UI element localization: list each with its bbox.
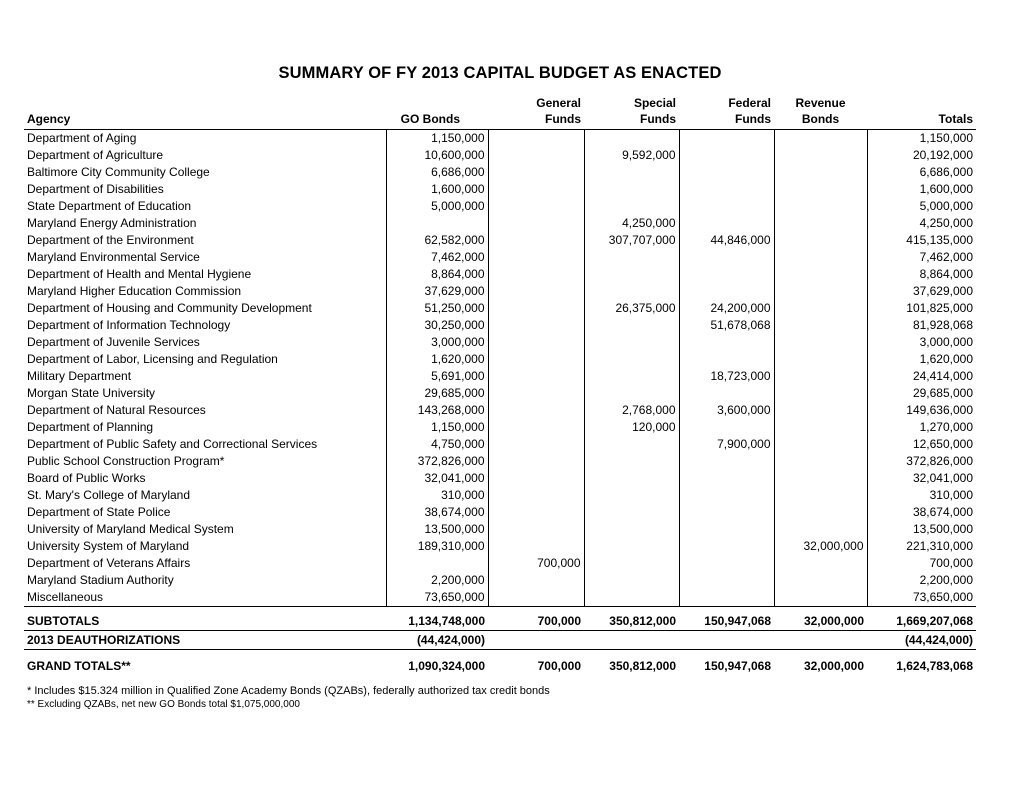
cell-total: 149,636,000 <box>867 402 976 419</box>
cell-general <box>488 334 584 351</box>
cell-general <box>488 351 584 368</box>
footnote-net-go-bonds: ** Excluding QZABs, net new GO Bonds total $1,075,000,000 <box>27 699 300 710</box>
agency-rows <box>24 130 976 607</box>
agency-name: Department of Labor, Licensing and Regulation <box>27 352 278 366</box>
table-row <box>24 385 976 402</box>
cell-general <box>488 504 584 521</box>
grand-totals-general: 700,000 <box>537 659 581 673</box>
cell-total: 700,000 <box>867 555 976 572</box>
cell-total: 372,826,000 <box>867 453 976 470</box>
cell-go: 73,650,000 <box>386 589 488 607</box>
cell-revenue <box>774 453 867 470</box>
table-row <box>24 266 976 283</box>
grand-totals-revenue: 32,000,000 <box>803 659 864 673</box>
cell-federal <box>679 589 774 607</box>
cell-special <box>584 589 679 607</box>
cell-go: 37,629,000 <box>386 283 488 300</box>
cell-revenue <box>774 504 867 521</box>
cell-total: 13,500,000 <box>867 521 976 538</box>
cell-special <box>584 130 679 148</box>
cell-go <box>386 215 488 232</box>
agency-name: Department of Public Safety and Correctional Services <box>27 437 318 451</box>
cell-go <box>386 555 488 572</box>
deauthorizations-federal <box>679 631 774 650</box>
cell-federal <box>679 470 774 487</box>
cell-general <box>488 572 584 589</box>
cell-special: 26,375,000 <box>584 300 679 317</box>
cell-federal <box>679 334 774 351</box>
cell-revenue <box>774 470 867 487</box>
agency-name: Department of Natural Resources <box>27 403 206 417</box>
deauthorizations-row <box>24 631 976 650</box>
subtotals-label: SUBTOTALS <box>24 612 386 631</box>
grand-totals-go: 1,090,324,000 <box>408 659 485 673</box>
deauthorizations-general <box>488 631 584 650</box>
table-row <box>24 130 976 148</box>
cell-revenue <box>774 402 867 419</box>
cell-federal <box>679 283 774 300</box>
header-revenue-bonds: Revenue Bonds <box>795 96 846 126</box>
cell-total: 8,864,000 <box>867 266 976 283</box>
cell-revenue <box>774 555 867 572</box>
agency-name: Public School Construction Program* <box>27 454 225 468</box>
agency-name: Department of Aging <box>24 130 386 148</box>
cell-total: 20,192,000 <box>867 147 976 164</box>
cell-total: 1,270,000 <box>867 419 976 436</box>
table-header <box>24 95 976 130</box>
cell-revenue <box>774 198 867 215</box>
table-row <box>24 300 976 317</box>
cell-revenue <box>774 147 867 164</box>
cell-go: 1,600,000 <box>386 181 488 198</box>
cell-federal <box>679 487 774 504</box>
agency-name: Department of Juvenile Services <box>27 335 200 349</box>
cell-general <box>488 453 584 470</box>
table-row <box>24 521 976 538</box>
cell-special: 4,250,000 <box>584 215 679 232</box>
table-row <box>24 351 976 368</box>
table-row <box>24 232 976 249</box>
table-row <box>24 419 976 436</box>
cell-special <box>584 555 679 572</box>
cell-general <box>488 266 584 283</box>
subtotals-federal: 150,947,068 <box>679 612 774 631</box>
agency-name: Department of Agriculture <box>27 148 164 162</box>
cell-general <box>488 130 584 148</box>
table-row <box>24 504 976 521</box>
cell-general <box>488 317 584 334</box>
cell-go: 2,200,000 <box>386 572 488 589</box>
cell-revenue <box>774 419 867 436</box>
capital-budget-table <box>24 95 976 675</box>
cell-revenue <box>774 249 867 266</box>
cell-revenue <box>774 368 867 385</box>
grand-totals-row <box>24 655 976 675</box>
agency-name: Maryland Stadium Authority <box>27 573 174 587</box>
cell-federal <box>679 453 774 470</box>
agency-name: Maryland Higher Education Commission <box>27 284 242 298</box>
cell-revenue <box>774 130 867 148</box>
cell-federal <box>679 164 774 181</box>
agency-name: Military Department <box>27 369 132 383</box>
cell-federal <box>679 130 774 148</box>
cell-total: 2,200,000 <box>867 572 976 589</box>
totals-section <box>24 607 976 676</box>
cell-go: 30,250,000 <box>386 317 488 334</box>
cell-general <box>488 249 584 266</box>
cell-go: 310,000 <box>386 487 488 504</box>
deauthorizations-label: 2013 DEAUTHORIZATIONS <box>24 631 386 650</box>
cell-go: 29,685,000 <box>386 385 488 402</box>
cell-total: 73,650,000 <box>867 589 976 607</box>
deauthorizations-special <box>584 631 679 650</box>
deauthorizations-revenue <box>774 631 867 650</box>
cell-special <box>584 351 679 368</box>
cell-revenue <box>774 334 867 351</box>
table-row <box>24 436 976 453</box>
table-row <box>24 215 976 232</box>
header-go-bonds: GO Bonds <box>400 112 460 126</box>
cell-special <box>584 572 679 589</box>
cell-general <box>488 368 584 385</box>
cell-special: 2,768,000 <box>584 402 679 419</box>
cell-federal: 51,678,068 <box>679 317 774 334</box>
cell-revenue <box>774 164 867 181</box>
agency-name: Baltimore City Community College <box>27 165 210 179</box>
subtotals-revenue: 32,000,000 <box>774 612 867 631</box>
cell-total: 1,600,000 <box>867 181 976 198</box>
cell-federal <box>679 181 774 198</box>
cell-special <box>584 487 679 504</box>
agency-name: Department of Planning <box>27 420 154 434</box>
cell-general <box>488 283 584 300</box>
agency-name: Department of Information Technology <box>27 318 231 332</box>
cell-general <box>488 198 584 215</box>
cell-special <box>584 334 679 351</box>
header-agency: Agency <box>27 112 71 126</box>
cell-special <box>584 249 679 266</box>
cell-revenue <box>774 266 867 283</box>
cell-total: 415,135,000 <box>867 232 976 249</box>
cell-federal <box>679 351 774 368</box>
table-row <box>24 164 976 181</box>
cell-general <box>488 300 584 317</box>
table-row <box>24 147 976 164</box>
cell-general: 700,000 <box>488 555 584 572</box>
cell-general <box>488 215 584 232</box>
cell-special <box>584 436 679 453</box>
cell-revenue <box>774 317 867 334</box>
cell-special <box>584 453 679 470</box>
cell-total: 3,000,000 <box>867 334 976 351</box>
cell-go: 10,600,000 <box>386 147 488 164</box>
cell-general <box>488 589 584 607</box>
cell-federal <box>679 215 774 232</box>
subtotals-go: 1,134,748,000 <box>386 612 488 631</box>
cell-general <box>488 436 584 453</box>
agency-name: Department of Housing and Community Development <box>27 301 312 315</box>
grand-totals-label: GRAND TOTALS** <box>27 659 131 673</box>
footnotes <box>27 684 550 712</box>
cell-total: 38,674,000 <box>867 504 976 521</box>
cell-revenue <box>774 436 867 453</box>
subtotals-total: 1,669,207,068 <box>867 612 976 631</box>
agency-name: Miscellaneous <box>24 589 386 607</box>
cell-revenue <box>774 487 867 504</box>
cell-special <box>584 266 679 283</box>
cell-special <box>584 164 679 181</box>
table-row <box>24 470 976 487</box>
cell-go: 6,686,000 <box>386 164 488 181</box>
cell-general <box>488 181 584 198</box>
agency-name: Board of Public Works <box>27 471 146 485</box>
cell-revenue <box>774 521 867 538</box>
table-row <box>24 572 976 589</box>
cell-federal <box>679 419 774 436</box>
cell-total: 310,000 <box>867 487 976 504</box>
cell-general <box>488 521 584 538</box>
cell-go: 38,674,000 <box>386 504 488 521</box>
cell-go: 143,268,000 <box>386 402 488 419</box>
agency-name: Maryland Energy Administration <box>27 216 197 230</box>
cell-special <box>584 368 679 385</box>
cell-special <box>584 385 679 402</box>
cell-go: 32,041,000 <box>386 470 488 487</box>
cell-special <box>584 538 679 555</box>
cell-federal: 7,900,000 <box>679 436 774 453</box>
cell-go: 8,864,000 <box>386 266 488 283</box>
cell-total: 221,310,000 <box>867 538 976 555</box>
table-row <box>24 283 976 300</box>
subtotals-row <box>24 612 976 631</box>
agency-name: St. Mary's College of Maryland <box>27 488 191 502</box>
cell-federal <box>679 249 774 266</box>
cell-special <box>584 198 679 215</box>
cell-revenue <box>774 215 867 232</box>
agency-name: University System of Maryland <box>27 539 190 553</box>
cell-federal <box>679 266 774 283</box>
cell-total: 6,686,000 <box>867 164 976 181</box>
table-row <box>24 334 976 351</box>
cell-federal <box>679 198 774 215</box>
cell-federal <box>679 555 774 572</box>
cell-go: 1,150,000 <box>386 419 488 436</box>
cell-federal: 3,600,000 <box>679 402 774 419</box>
cell-special: 9,592,000 <box>584 147 679 164</box>
cell-total: 4,250,000 <box>867 215 976 232</box>
cell-go: 1,620,000 <box>386 351 488 368</box>
cell-federal <box>679 538 774 555</box>
cell-total: 32,041,000 <box>867 470 976 487</box>
table-row <box>24 402 976 419</box>
cell-general <box>488 232 584 249</box>
cell-go: 4,750,000 <box>386 436 488 453</box>
grand-totals-special: 350,812,000 <box>609 659 676 673</box>
cell-revenue: 32,000,000 <box>774 538 867 555</box>
cell-total: 24,414,000 <box>867 368 976 385</box>
cell-special <box>584 521 679 538</box>
cell-total: 5,000,000 <box>867 198 976 215</box>
agency-name: Department of Veterans Affairs <box>27 556 191 570</box>
agency-name: Maryland Environmental Service <box>27 250 200 264</box>
agency-name: Department of Disabilities <box>27 182 164 196</box>
cell-special <box>584 470 679 487</box>
cell-special <box>584 317 679 334</box>
cell-general <box>488 147 584 164</box>
table-row <box>24 453 976 470</box>
cell-go: 372,826,000 <box>386 453 488 470</box>
agency-name: Department of Health and Mental Hygiene <box>27 267 252 281</box>
footnote-qzab: * Includes $15.324 million in Qualified Zone Academy Bonds (QZABs), federally authorized tax credit bonds <box>27 685 550 697</box>
cell-general <box>488 487 584 504</box>
cell-total: 29,685,000 <box>867 385 976 402</box>
cell-special <box>584 181 679 198</box>
table-row <box>24 487 976 504</box>
cell-total: 12,650,000 <box>867 436 976 453</box>
cell-federal <box>679 521 774 538</box>
agency-name: Department of State Police <box>27 505 171 519</box>
table-row <box>24 589 976 607</box>
agency-name: Department of the Environment <box>27 233 194 247</box>
table-row <box>24 368 976 385</box>
page-title: SUMMARY OF FY 2013 CAPITAL BUDGET AS ENACTED <box>278 64 722 82</box>
agency-name: University of Maryland Medical System <box>27 522 234 536</box>
agency-name: Morgan State University <box>27 386 156 400</box>
cell-revenue <box>774 572 867 589</box>
cell-special <box>584 504 679 521</box>
table-row <box>24 317 976 334</box>
cell-total: 7,462,000 <box>867 249 976 266</box>
cell-revenue <box>774 181 867 198</box>
cell-go: 13,500,000 <box>386 521 488 538</box>
cell-go: 5,691,000 <box>386 368 488 385</box>
cell-general <box>488 385 584 402</box>
cell-general <box>488 164 584 181</box>
cell-revenue <box>774 385 867 402</box>
cell-revenue <box>774 300 867 317</box>
cell-revenue <box>774 351 867 368</box>
cell-total: 1,620,000 <box>867 351 976 368</box>
cell-general <box>488 470 584 487</box>
cell-go: 189,310,000 <box>386 538 488 555</box>
cell-total: 81,928,068 <box>867 317 976 334</box>
cell-go: 7,462,000 <box>386 249 488 266</box>
deauthorizations-total: (44,424,000) <box>867 631 976 650</box>
deauthorizations-go: (44,424,000) <box>386 631 488 650</box>
cell-federal <box>679 147 774 164</box>
agency-name: State Department of Education <box>27 199 192 213</box>
table-row <box>24 555 976 572</box>
cell-federal <box>679 504 774 521</box>
cell-general <box>488 538 584 555</box>
grand-totals-federal: 150,947,068 <box>704 659 771 673</box>
header-federal-funds: Federal Funds <box>728 96 771 126</box>
table-row <box>24 538 976 555</box>
table-row <box>24 181 976 198</box>
cell-revenue <box>774 232 867 249</box>
table-row <box>24 198 976 215</box>
cell-federal <box>679 572 774 589</box>
cell-special: 307,707,000 <box>584 232 679 249</box>
cell-special: 120,000 <box>584 419 679 436</box>
subtotals-general: 700,000 <box>488 612 584 631</box>
cell-go: 5,000,000 <box>386 198 488 215</box>
cell-total: 37,629,000 <box>867 283 976 300</box>
cell-go: 62,582,000 <box>386 232 488 249</box>
cell-special <box>584 283 679 300</box>
cell-revenue <box>774 589 867 607</box>
header-totals: Totals <box>938 112 973 126</box>
cell-federal: 44,846,000 <box>679 232 774 249</box>
cell-federal: 24,200,000 <box>679 300 774 317</box>
cell-general <box>488 402 584 419</box>
cell-total: 101,825,000 <box>867 300 976 317</box>
grand-totals-total: 1,624,783,068 <box>896 659 973 673</box>
subtotals-special: 350,812,000 <box>584 612 679 631</box>
cell-general <box>488 419 584 436</box>
cell-revenue <box>774 283 867 300</box>
cell-go: 3,000,000 <box>386 334 488 351</box>
cell-federal <box>679 385 774 402</box>
table-row <box>24 249 976 266</box>
header-special-funds: Special Funds <box>633 96 676 126</box>
cell-federal: 18,723,000 <box>679 368 774 385</box>
cell-go: 1,150,000 <box>386 130 488 148</box>
header-general-funds: General Funds <box>536 96 581 126</box>
cell-go: 51,250,000 <box>386 300 488 317</box>
cell-total: 1,150,000 <box>867 130 976 148</box>
